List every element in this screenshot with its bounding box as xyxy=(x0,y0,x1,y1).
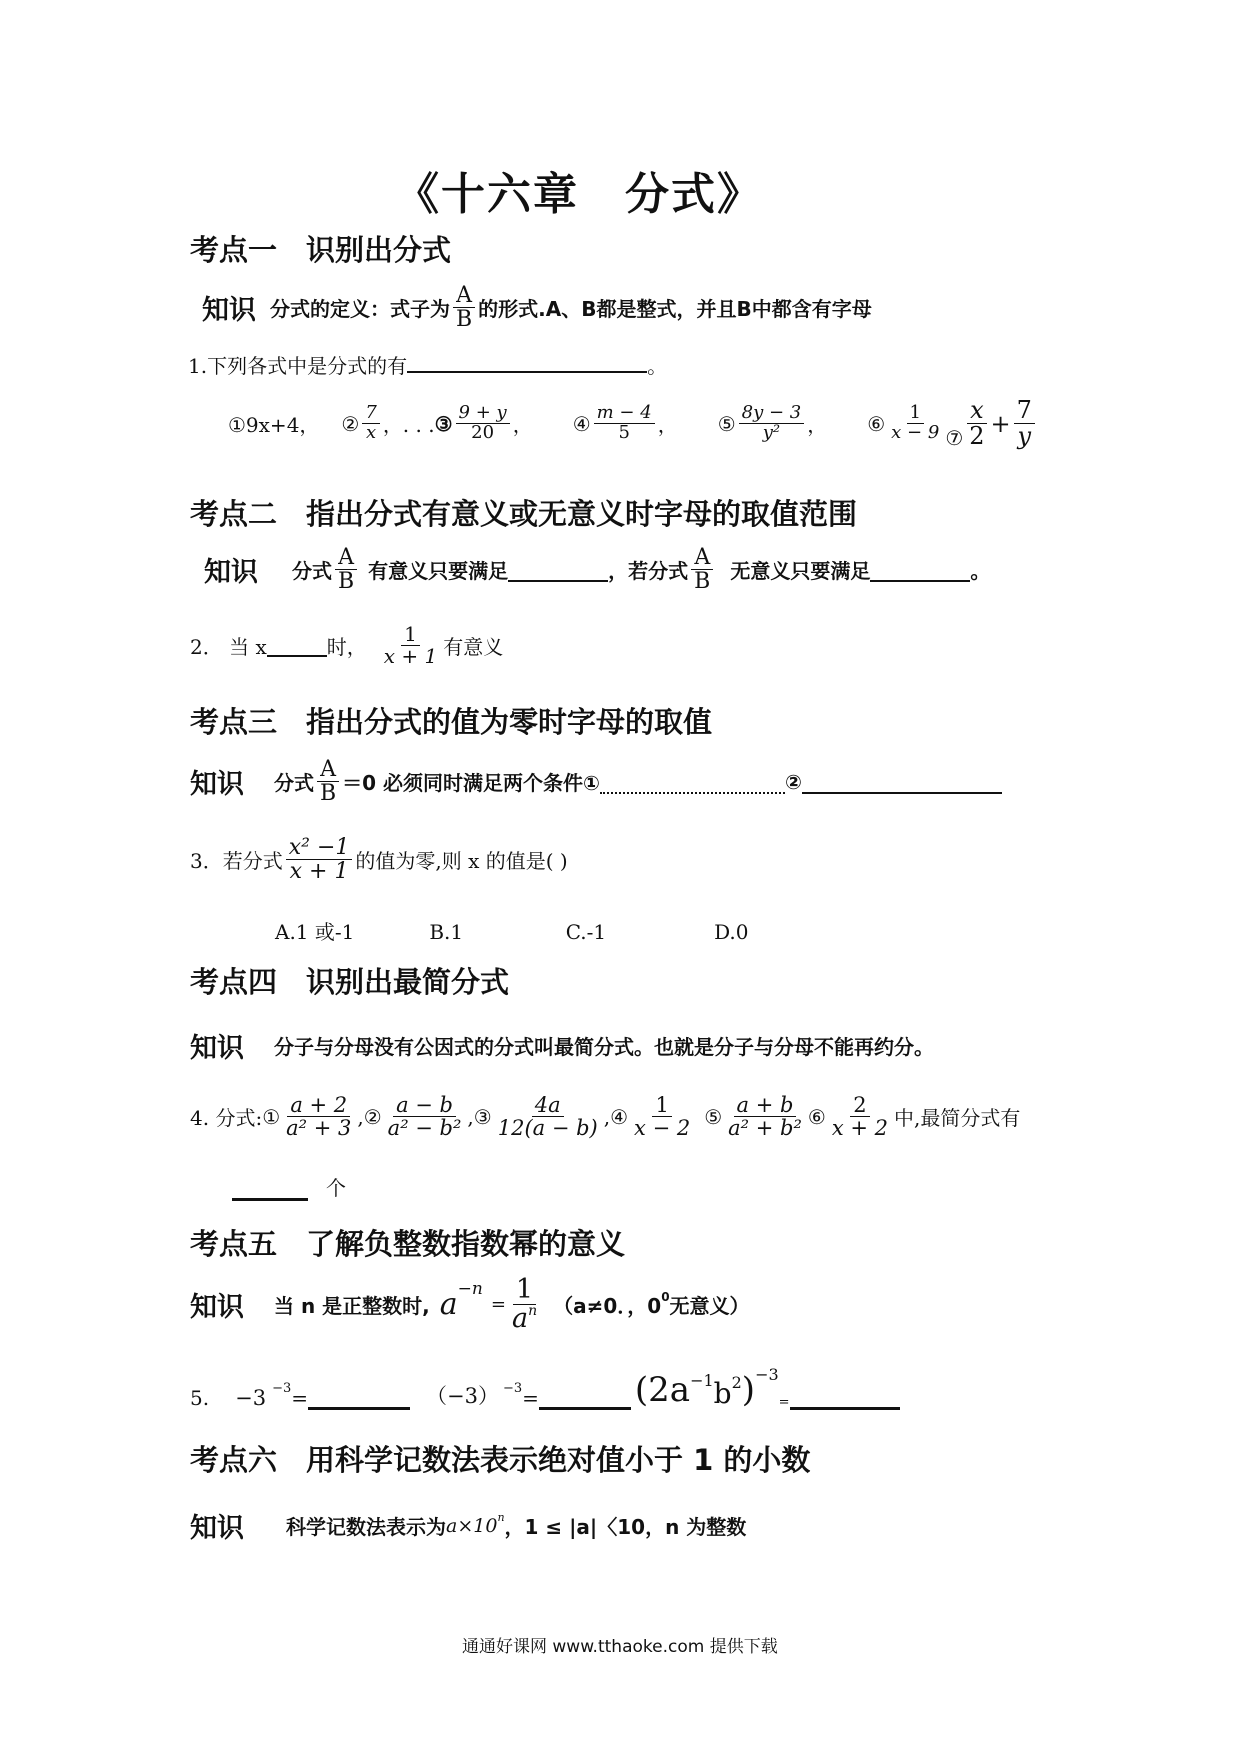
section-heading-2: 考点二 指出分式有意义或无意义时字母的取值范围 xyxy=(190,497,858,531)
power-base: a xyxy=(439,1287,458,1323)
answer-blank[interactable] xyxy=(308,1383,410,1410)
fraction xyxy=(335,546,357,593)
answer-blank[interactable] xyxy=(407,371,647,373)
expression-2-exponent: −3 xyxy=(502,1381,523,1396)
option-sep: ， xyxy=(807,413,828,438)
item-label: ⑥ xyxy=(807,1104,826,1129)
question-2 xyxy=(190,624,503,667)
knowledge-label: 知识 xyxy=(204,557,258,589)
denominator: y xyxy=(1017,422,1032,451)
knowledge-superscript: 0 xyxy=(661,1289,670,1304)
denominator-exponent: n xyxy=(528,1303,538,1320)
option-4-label: ④ xyxy=(572,411,591,436)
choice-a[interactable]: A.1 或-1 xyxy=(275,920,355,944)
knowledge-text: 的形式.A、B都是整式，并且B中都含有字母 xyxy=(478,297,872,322)
numerator: a − b xyxy=(393,1094,456,1117)
answer-blank[interactable] xyxy=(790,1383,900,1410)
question-text: 4. 分式: xyxy=(190,1106,263,1131)
option-1: ①9x+4， xyxy=(228,413,320,438)
item-label: ② xyxy=(363,1104,382,1129)
knowledge-line-6 xyxy=(190,1506,746,1545)
numerator: A xyxy=(317,758,339,782)
question-text: 1.下列各式中是分式的有 xyxy=(188,354,408,378)
fraction xyxy=(381,624,440,667)
denominator: a² + 3 xyxy=(286,1116,352,1141)
fraction xyxy=(453,284,475,331)
numerator: a + b xyxy=(734,1094,797,1117)
denominator: 12(a − b) xyxy=(497,1116,598,1141)
option-7-label: ⑦ xyxy=(945,425,964,450)
knowledge-label: 知识 xyxy=(190,1033,244,1064)
fraction xyxy=(509,1276,540,1334)
knowledge-label: 知识 xyxy=(190,769,244,801)
numerator: 7 xyxy=(362,404,379,424)
question-1-options xyxy=(228,398,1038,449)
item-label: ① xyxy=(262,1104,281,1129)
fraction xyxy=(829,1094,891,1139)
section-heading-3: 考点三 指出分式的值为零时字母的取值 xyxy=(190,705,713,739)
answer-blank[interactable] xyxy=(870,558,970,582)
numerator: A xyxy=(691,546,713,570)
denominator: x − 9 xyxy=(891,422,940,444)
numerator: 1 xyxy=(401,624,420,646)
knowledge-text: ，若分式 xyxy=(608,559,689,584)
numerator: x² −1 xyxy=(286,836,353,860)
item-label: ④ xyxy=(610,1104,629,1129)
numerator: 2 xyxy=(850,1094,869,1117)
question-text: 中,最简分式有 xyxy=(893,1106,1021,1131)
scientific-exponent: n xyxy=(497,1511,505,1524)
fraction xyxy=(286,836,353,883)
knowledge-label: 知识 xyxy=(202,295,256,327)
numerator: A xyxy=(453,284,475,308)
denominator: B xyxy=(694,569,711,595)
knowledge-line-5 xyxy=(190,1276,750,1334)
knowledge-text: 科学记数法表示为 xyxy=(286,1515,446,1539)
knowledge-line-2 xyxy=(204,546,990,593)
plus-sign: + xyxy=(990,409,1011,438)
question-4 xyxy=(190,1094,1020,1139)
fraction xyxy=(966,398,987,449)
question-5 xyxy=(190,1365,900,1410)
knowledge-text: （a≠0．，0 xyxy=(553,1294,662,1319)
question-number: 5. xyxy=(190,1386,210,1410)
expression-2: （−3） xyxy=(426,1384,499,1408)
answer-blank[interactable] xyxy=(232,1174,308,1201)
numerator: a + 2 xyxy=(287,1094,350,1117)
question-4-answer xyxy=(232,1172,346,1201)
item-label: ③ xyxy=(473,1104,492,1129)
numerator: 8y − 3 xyxy=(739,404,805,424)
denominator: a² − b² xyxy=(387,1116,462,1141)
denominator: a² + b² xyxy=(728,1116,802,1141)
question-text: 时， xyxy=(326,635,367,659)
fraction xyxy=(594,404,655,443)
denominator: x − 2 xyxy=(634,1116,691,1141)
answer-blank[interactable] xyxy=(539,1383,631,1410)
section-heading-6: 考点六 用科学记数法表示绝对值小于 1 的小数 xyxy=(190,1443,811,1477)
question-text: 的值为零,则 x 的值是( ) xyxy=(355,849,568,874)
fraction xyxy=(317,758,339,805)
fraction xyxy=(631,1094,693,1139)
fraction xyxy=(739,404,805,443)
choice-c[interactable]: C.-1 xyxy=(565,920,607,944)
numerator: A xyxy=(335,546,357,570)
knowledge-text: 有意义只要满足 xyxy=(368,559,509,584)
option-2-label: ② xyxy=(341,411,360,436)
separator: , xyxy=(467,1104,474,1129)
equals-sign: = xyxy=(490,1294,506,1316)
section-heading-5: 考点五 了解负整数指数幂的意义 xyxy=(190,1227,626,1261)
numerator: 7 xyxy=(1014,398,1035,424)
denominator: x + 1 xyxy=(289,859,349,885)
numerator: m − 4 xyxy=(594,404,655,424)
question-end: 。 xyxy=(647,354,668,378)
denominator: 5 xyxy=(618,422,630,444)
equals-sign: = xyxy=(778,1395,790,1410)
numerator: 1 xyxy=(652,1094,671,1117)
question-text: 2． 当 x xyxy=(190,635,267,659)
footer-text: 通通好课网 www.tthaoke.com 提供下载 xyxy=(462,1637,778,1657)
answer-blank[interactable] xyxy=(802,770,1002,794)
fraction xyxy=(691,546,713,593)
knowledge-text: 分式 xyxy=(274,771,314,796)
question-3-choices xyxy=(275,916,748,945)
page-title: 《十六章 分式》 xyxy=(395,169,763,220)
denominator: x + 1 xyxy=(383,644,438,668)
option-5-label: ⑤ xyxy=(717,411,736,436)
knowledge-text: 当 n 是正整数时, xyxy=(274,1294,430,1319)
expression-3-exponent: −1 xyxy=(690,1371,714,1390)
equals-sign: = xyxy=(291,1386,308,1410)
option-sep: ， xyxy=(512,413,533,438)
fraction xyxy=(888,404,942,443)
option-6-label: ⑥ xyxy=(867,411,886,436)
option-sep: ， xyxy=(657,413,678,438)
denominator: x + 2 xyxy=(831,1116,888,1141)
denominator: y² xyxy=(762,422,781,444)
choice-d[interactable]: D.0 xyxy=(714,920,749,944)
question-text: 3．若分式 xyxy=(190,849,283,874)
question-3 xyxy=(190,836,568,883)
knowledge-text: ＝0 必须同时满足两个条件① xyxy=(342,771,600,796)
separator: , xyxy=(603,1104,611,1129)
denominator-base: a xyxy=(511,1303,529,1335)
knowledge-label: 知识 xyxy=(190,1292,244,1324)
knowledge-line-4 xyxy=(190,1026,934,1065)
knowledge-label: 知识 xyxy=(190,1513,244,1544)
numerator: 4a xyxy=(532,1094,564,1117)
numerator: 1 xyxy=(513,1276,536,1305)
knowledge-text: 。 xyxy=(970,559,991,584)
scientific-notation: a×10 xyxy=(446,1514,498,1537)
choice-b[interactable]: B.1 xyxy=(429,920,464,944)
option-sep: ，. . . xyxy=(382,413,435,438)
fraction xyxy=(283,1094,354,1139)
item-label: ⑤ xyxy=(704,1104,723,1129)
expression-3-exponent: 2 xyxy=(731,1373,742,1392)
knowledge-text: 分式 xyxy=(292,559,332,584)
denominator: B xyxy=(338,569,355,595)
question-text: 有意义 xyxy=(443,635,504,659)
fraction xyxy=(1014,398,1035,449)
equals-sign: = xyxy=(522,1386,539,1410)
question-1 xyxy=(188,350,667,379)
expression-3: (2a xyxy=(634,1370,691,1410)
fraction xyxy=(362,404,379,443)
knowledge-line-3 xyxy=(190,758,1002,805)
denominator: 20 xyxy=(471,422,495,444)
knowledge-text: 分式的定义：式子为 xyxy=(270,297,450,322)
expression-3-close: ) xyxy=(741,1370,756,1410)
answer-blank[interactable] xyxy=(600,770,785,794)
expression-1-exponent: −3 xyxy=(272,1381,292,1396)
numerator: 9 + y xyxy=(456,404,510,424)
knowledge-text: ② xyxy=(784,769,802,794)
fraction xyxy=(456,404,510,443)
answer-blank[interactable] xyxy=(267,635,327,657)
option-3-label: ③ xyxy=(434,411,453,436)
expression-3-exponent: −3 xyxy=(755,1365,779,1384)
separator: , xyxy=(357,1104,364,1129)
answer-blank[interactable] xyxy=(508,558,608,582)
knowledge-line-1 xyxy=(202,284,872,331)
question-unit: 个 xyxy=(326,1176,346,1200)
expression-3-variable: b xyxy=(713,1377,732,1410)
fraction xyxy=(385,1094,465,1139)
numerator: 1 xyxy=(907,404,924,424)
denominator: B xyxy=(456,307,473,333)
knowledge-text: ，1 ≤ |a|〈10，n 为整数 xyxy=(504,1515,747,1539)
power-exponent: −n xyxy=(457,1278,483,1299)
denominator: B xyxy=(320,781,337,807)
knowledge-text: 无意义只要满足 xyxy=(730,559,871,584)
denominator: 2 xyxy=(969,422,985,451)
expression-1: −3 xyxy=(235,1386,267,1410)
numerator: x xyxy=(967,398,987,424)
knowledge-text: 分子与分母没有公因式的分式叫最简分式。也就是分子与分母不能再约分。 xyxy=(274,1035,934,1059)
denominator: x xyxy=(366,422,377,444)
knowledge-text: 无意义） xyxy=(669,1294,750,1319)
section-heading-1: 考点一 识别出分式 xyxy=(190,233,452,267)
fraction xyxy=(725,1094,805,1139)
fraction xyxy=(495,1094,601,1139)
section-heading-4: 考点四 识别出最简分式 xyxy=(190,965,510,999)
